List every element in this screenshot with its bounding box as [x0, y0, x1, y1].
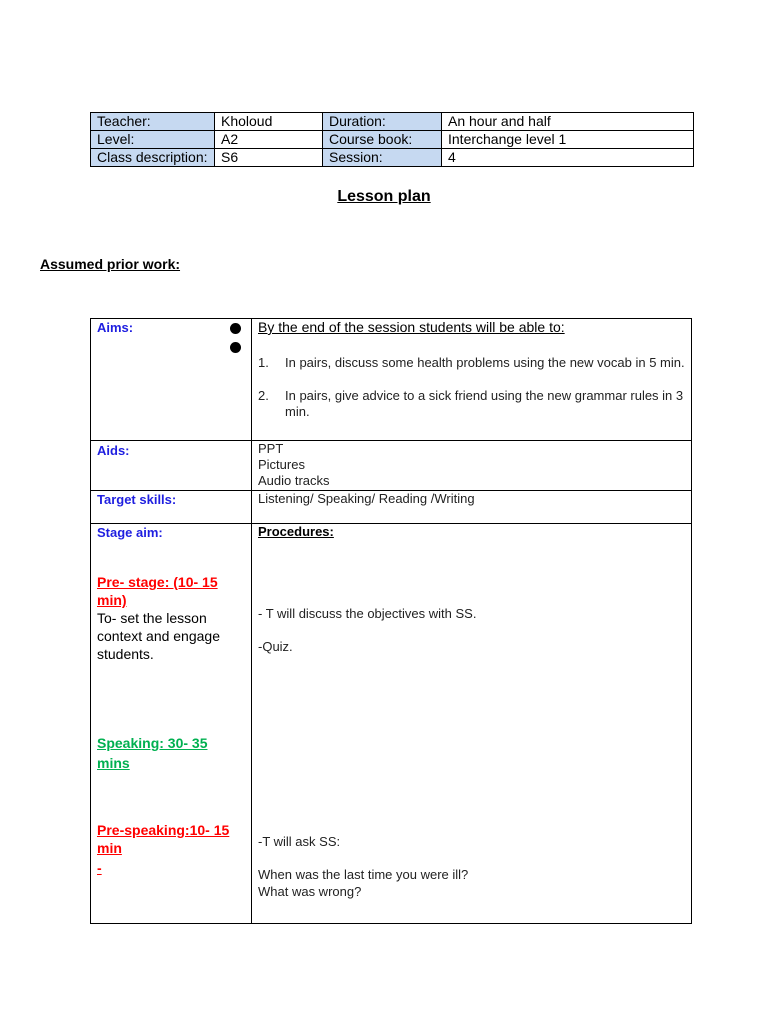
class-description-label: Class description: — [91, 149, 215, 167]
pre-speaking-title: Pre-speaking:10- 15 min — [97, 822, 230, 856]
procedure-step: - T will discuss the objectives with SS. — [258, 606, 477, 621]
info-row — [91, 149, 694, 167]
aid-item: Pictures — [258, 457, 305, 472]
page-title: Lesson plan — [337, 188, 431, 205]
aims-label: Aims: — [97, 320, 134, 335]
list-item — [258, 388, 686, 420]
row-divider — [91, 523, 691, 524]
procedures-label: Procedures: — [258, 524, 334, 539]
aim-text: In pairs, give advice to a sick friend using the new grammar rules in 3 min. — [285, 388, 684, 419]
course-book-label: Course book: — [323, 131, 442, 149]
row-divider — [91, 440, 691, 441]
aim-text: In pairs, discuss some health problems using the new vocab in 5 min. — [285, 355, 685, 370]
procedure-step: -Quiz. — [258, 639, 293, 654]
aid-item: Audio tracks — [258, 473, 330, 488]
duration-value: An hour and half — [442, 113, 694, 131]
bullet-icon — [230, 342, 241, 353]
level-value: A2 — [215, 131, 323, 149]
session-label: Session: — [323, 149, 442, 167]
level-label: Level: — [91, 131, 215, 149]
procedure-step: -T will ask SS: — [258, 834, 341, 849]
course-book-value: Interchange level 1 — [442, 131, 694, 149]
lesson-plan-table — [90, 318, 692, 924]
procedure-question: What was wrong? — [258, 884, 362, 899]
aims-intro: By the end of the session students will be able to: — [258, 319, 565, 335]
session-value: 4 — [442, 149, 694, 167]
class-description-value: S6 — [215, 149, 323, 167]
duration-label: Duration: — [323, 113, 442, 131]
target-skills-value: Listening/ Speaking/ Reading /Writing — [258, 491, 475, 506]
stage-aim-label: Stage aim: — [97, 525, 163, 540]
target-skills-label: Target skills: — [97, 492, 177, 507]
info-row — [91, 113, 694, 131]
aims-list — [258, 355, 686, 437]
procedure-question: When was the last time you were ill? — [258, 867, 469, 882]
pre-stage-title: Pre- stage: (10- 15 min) — [97, 574, 218, 608]
teacher-label: Teacher: — [91, 113, 215, 131]
list-item — [258, 355, 686, 371]
bullet-icon — [230, 323, 241, 334]
aids-label: Aids: — [97, 443, 130, 458]
speaking-title: Speaking: 30- 35 mins — [97, 735, 208, 771]
list-number: 1. — [258, 355, 269, 370]
aid-item: PPT — [258, 441, 284, 456]
info-row — [91, 131, 694, 149]
list-number: 2. — [258, 388, 269, 403]
column-divider — [251, 319, 252, 923]
lesson-info-table — [90, 112, 694, 167]
assumed-prior-work-heading: Assumed prior work: — [40, 256, 181, 272]
pre-speaking-dash: - — [97, 860, 102, 876]
pre-stage-description: To- set the lesson context and engage students. — [97, 610, 220, 662]
teacher-value: Kholoud — [215, 113, 323, 131]
